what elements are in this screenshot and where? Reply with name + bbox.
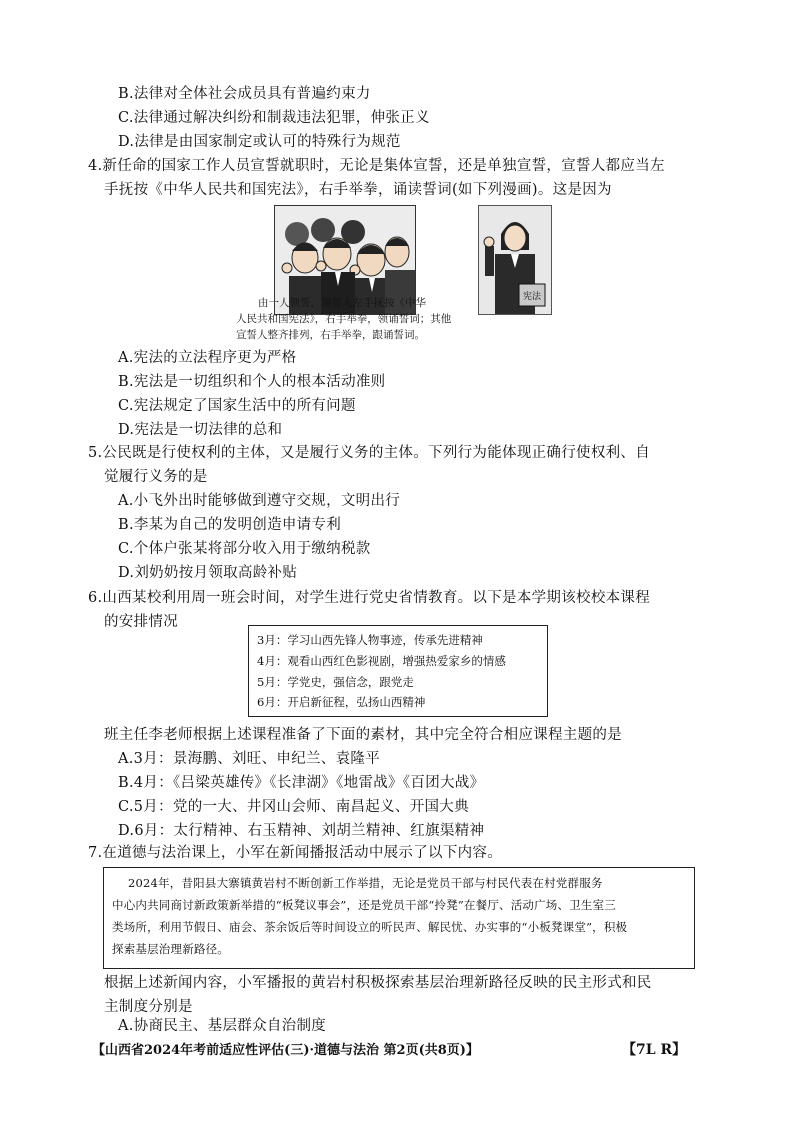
q5-option-b: B.李某为自己的发明创造申请专利 bbox=[118, 517, 342, 533]
news-line-3: 类场所，利用节假日、庙会、茶余饭后等时间设立的听民声、解民忧、办实事的“小板凳课堂”，积极 bbox=[112, 920, 628, 934]
q4-stem-line1: 4.新任命的国家工作人员宣誓就职时，无论是集体宣誓，还是单独宣誓，宣誓人都应当左 bbox=[88, 158, 665, 174]
news-line-2: 中心内共同商讨新政策新举措的“板凳议事会”，还是党员干部“拎凳”在餐厅、活动广场、卫生室三 bbox=[112, 898, 617, 912]
q7-stem-line2: 根据上述新闻内容，小军播报的黄岩村积极探索基层治理新路径反映的民主形式和民 bbox=[104, 975, 652, 991]
schedule-row-may: 5月：学党史，强信念，跟党走 bbox=[257, 675, 414, 689]
q4-option-d: D.宪法是一切法律的总和 bbox=[118, 422, 283, 438]
q4-option-a: A.宪法的立法程序更为严格 bbox=[118, 350, 297, 366]
comic-single-oath-illustration bbox=[478, 205, 552, 315]
q4-stem-line2: 手抚按《中华人民共和国宪法》，右手举拳，诵读誓词(如下列漫画)。这是因为 bbox=[104, 182, 612, 198]
q6-stem-line1: 6.山西某校利用周一班会时间，对学生进行党史省情教育。以下是本学期该校校本课程 bbox=[88, 590, 651, 606]
comic-caption bbox=[236, 295, 476, 343]
q6-option-c: C.5月：党的一大、井冈山会师、南昌起义、开国大典 bbox=[118, 799, 469, 815]
q5-stem-line2: 觉履行义务的是 bbox=[104, 469, 208, 485]
news-line-1: 2024年，昔阳县大寨镇黄岩村不断创新工作举措，无论是党员干部与村民代表在村党群服务 bbox=[128, 876, 603, 890]
caption-line-3: 宣誓人整齐排列，右手举拳，跟诵誓词。 bbox=[236, 329, 425, 341]
q5-option-a: A.小飞外出时能够做到遵守交规，文明出行 bbox=[118, 493, 401, 509]
caption-line-2: 人民共和国宪法》，右手举拳，领诵誓词；其他 bbox=[236, 313, 452, 325]
schedule-box bbox=[248, 625, 548, 717]
q3-option-c: C.法律通过解决纠纷和制裁违法犯罪，伸张正义 bbox=[118, 110, 430, 126]
q7-option-a: A.协商民主、基层群众自治制度 bbox=[118, 1018, 327, 1034]
schedule-row-april: 4月：观看山西红色影视剧，增强热爱家乡的情感 bbox=[257, 654, 506, 668]
q7-stem-line1: 7.在道德与法治课上，小军在新闻播报活动中展示了以下内容。 bbox=[88, 845, 503, 861]
q3-option-d: D.法律是由国家制定或认可的特殊行为规范 bbox=[118, 134, 401, 150]
q4-option-b: B.宪法是一切组织和个人的根本活动准则 bbox=[118, 374, 386, 390]
q6-option-a: A.3月：景海鹏、刘旺、申纪兰、袁隆平 bbox=[118, 751, 381, 767]
footer-exam-info: 【山西省2024年考前适应性评估(三)·道德与法治 第2页(共8页)】 bbox=[92, 1043, 479, 1058]
q6-stem-line3: 班主任李老师根据上述课程准备了下面的素材，其中完全符合相应课程主题的是 bbox=[104, 727, 622, 743]
caption-line-1: 由一人领誓，领誓人左手抚按《中华 bbox=[258, 297, 426, 309]
q6-option-d: D.6月：太行精神、右玉精神、刘胡兰精神、红旗渠精神 bbox=[118, 823, 485, 839]
q4-option-c: C.宪法规定了国家生活中的所有问题 bbox=[118, 398, 356, 414]
book-label: 宪法 bbox=[522, 292, 542, 302]
news-box bbox=[103, 867, 695, 969]
schedule-row-march: 3月：学习山西先锋人物事迹，传承先进精神 bbox=[257, 633, 483, 647]
q6-stem-line2: 的安排情况 bbox=[104, 614, 178, 630]
q3-option-b: B.法律对全体社会成员具有普遍约束力 bbox=[118, 86, 371, 102]
footer-code: 【7L R】 bbox=[622, 1042, 687, 1058]
q7-stem-line3: 主制度分别是 bbox=[104, 999, 193, 1015]
news-line-4: 探索基层治理新路径。 bbox=[112, 942, 229, 956]
q5-stem-line1: 5.公民既是行使权利的主体，又是履行义务的主体。下列行为能体现正确行使权利、自 bbox=[88, 445, 651, 461]
q5-option-d: D.刘奶奶按月领取高龄补贴 bbox=[118, 565, 298, 581]
q6-option-b: B.4月：《吕梁英雄传》《长津湖》《地雷战》《百团大战》 bbox=[118, 775, 485, 791]
schedule-row-june: 6月：开启新征程，弘扬山西精神 bbox=[257, 695, 426, 709]
q5-option-c: C.个体户张某将部分收入用于缴纳税款 bbox=[118, 541, 371, 557]
